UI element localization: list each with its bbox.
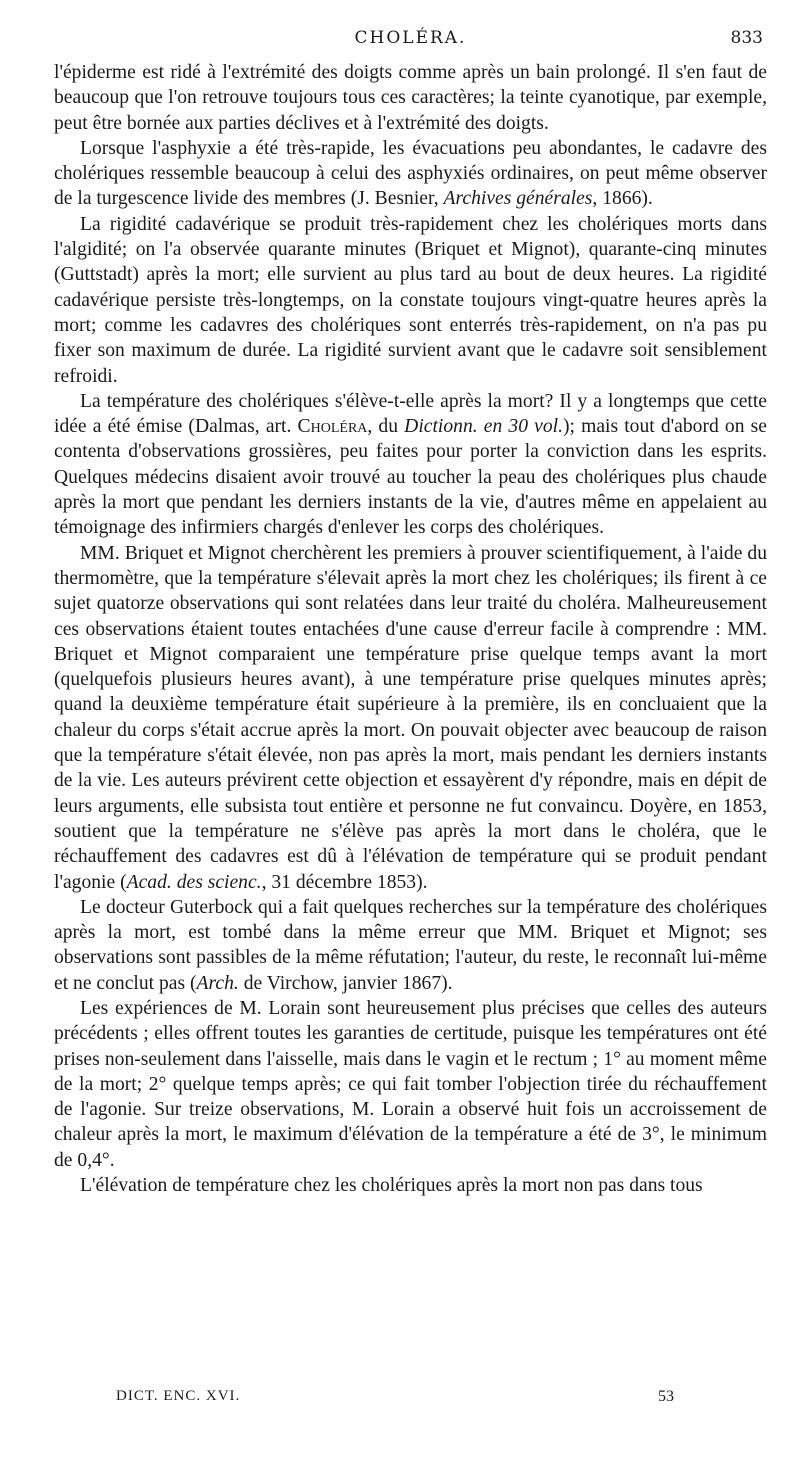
text-run: ); mais tout d'abord on se contenta d'observations grossières, peu faites pour porter la conviction dans les esprits. Quelques médecins disaient avoir trouvé au toucher la peau des cholériques plus chaude après la mort que pendant les derniers instants de la vie, d'autres même en appelaient au témoignage des infirmiers chargés d'enlever les corps des cholériques.: [54, 416, 767, 539]
page: [54, 0, 767, 1475]
paragraph: [54, 136, 767, 212]
italic-run: Acad. des scienc.: [126, 871, 262, 893]
text-run: Les expériences de M. Lorain sont heureusement plus précises que celles des auteurs précédents ; elles offrent toutes les garanties de certitude, puisque les températures ont été prises non-seulement dans l'aisselle, mais dans le vagin et le rectum ; 1° au moment même de la mort; 2° quelque temps après; ce qui fait tomber l'objection tirée du réchauffement de l'agonie. Sur treize observations, M. Lorain a observé huit fois un accroissement de chaleur après la mort, le maximum d'élévation de la température a été de 3°, le minimum de 0,4°.: [54, 997, 767, 1171]
signature-mark: DICT. ENC. XVI.: [116, 1388, 241, 1404]
paragraph: [54, 60, 767, 136]
page-footer: [54, 1388, 767, 1412]
italic-run: Archives générales: [443, 188, 593, 210]
text-run: Lorsque l'asphyxie a été très-rapide, les évacuations peu abondantes, le cadavre des cholériques ressemble beaucoup à celui des asphyxiés ordinaires, on peut même observer de la turgescence livide des membres (J. Besnier,: [54, 137, 767, 210]
text-run: de Virchow, janvier 1867).: [238, 972, 453, 994]
text-run: , du: [367, 416, 405, 438]
italic-run: Arch.: [196, 972, 239, 994]
running-head: [54, 28, 767, 54]
text-run: L'élévation de température chez les cholériques après la mort non pas dans tous: [80, 1175, 703, 1197]
paragraph: [54, 996, 767, 1173]
smallcaps-run: Choléra: [297, 416, 368, 438]
paragraph: [54, 895, 767, 996]
text-run: La température des cholériques s'élève-t-elle après la mort? Il y a longtemps que cette idée a été émise (Dalmas, art.: [54, 390, 767, 438]
text-run: Le docteur Guterbock qui a fait quelques recherches sur la température des cholériques après la mort, est tombé dans la même erreur que MM. Briquet et Mignot; ses observations sont passibles de la même réfutation; l'auteur, du reste, le reconnaît lui-même et ne conclut pas (: [54, 896, 767, 994]
text-run: La rigidité cadavérique se produit très-rapidement chez les cholériques morts dans l'algidité; on l'a observée quarante minutes (Briquet et Mignot), quarante-cinq minutes (Guttstadt) après la mort; elle survient au plus tard au bout de deux heures. La rigidité cadavérique persiste très-longtemps, on la constate toujours vingt-quatre heures après la mort; comme les cadavres des cholériques sont enterrés très-rapidement, on n'a pas pu fixer son maximum de durée. La rigidité survient avant que le cadavre soit sensiblement refroidi.: [54, 213, 767, 387]
paragraph: [54, 1173, 767, 1198]
sheet-number: 53: [658, 1388, 674, 1405]
page-number: 833: [730, 28, 763, 48]
running-title: CHOLÉRA.: [354, 28, 467, 48]
body-text: [54, 60, 767, 1198]
text-run: , 1866).: [592, 188, 653, 210]
text-run: l'épiderme est ridé à l'extrémité des doigts comme après un bain prolongé. Il s'en faut de beaucoup que l'on retrouve toujours tous ces caractères; la teinte cyanotique, par exemple, peut être bornée aux parties déclives et à l'extrémité des doigts.: [54, 62, 767, 134]
italic-run: Dictionn. en 30 vol.: [404, 416, 563, 438]
paragraph: [54, 541, 767, 895]
text-run: MM. Briquet et Mignot cherchèrent les premiers à prouver scientifiquement, à l'aide du thermomètre, que la température s'élevait après la mort chez les cholériques; ils firent à ce sujet quatorze observations qui sont relatées dans leur traité du choléra. Malheureusement ces observations étaient toutes entachées d'une cause d'erreur facile à comprendre : MM. Briquet et Mignot comparaient une température prise quelque temps avant la mort (quelquefois plusieurs heures avant), à une température prise quelques minutes après; quand la deuxième température était supérieure à la première, ils en concluaient que la chaleur du corps s'était accrue après la mort. On pouvait objecter avec beaucoup de raison que la température s'était élevée, non pas après la mort, mais pendant les derniers instants de la vie. Les auteurs prévirent cette objection et essayèrent d'y répondre, mais en dépit de leurs arguments, elle subsista tout entière et personne ne fut convaincu. Doyère, en 1853, soutient que la température ne s'élève pas après la mort dans le choléra, que le réchauffement des cadavres est dû à l'élévation de température qui se produit pendant l'agonie (: [54, 542, 767, 893]
paragraph: [54, 389, 767, 541]
paragraph: [54, 212, 767, 389]
text-run: , 31 décembre 1853).: [261, 871, 428, 893]
